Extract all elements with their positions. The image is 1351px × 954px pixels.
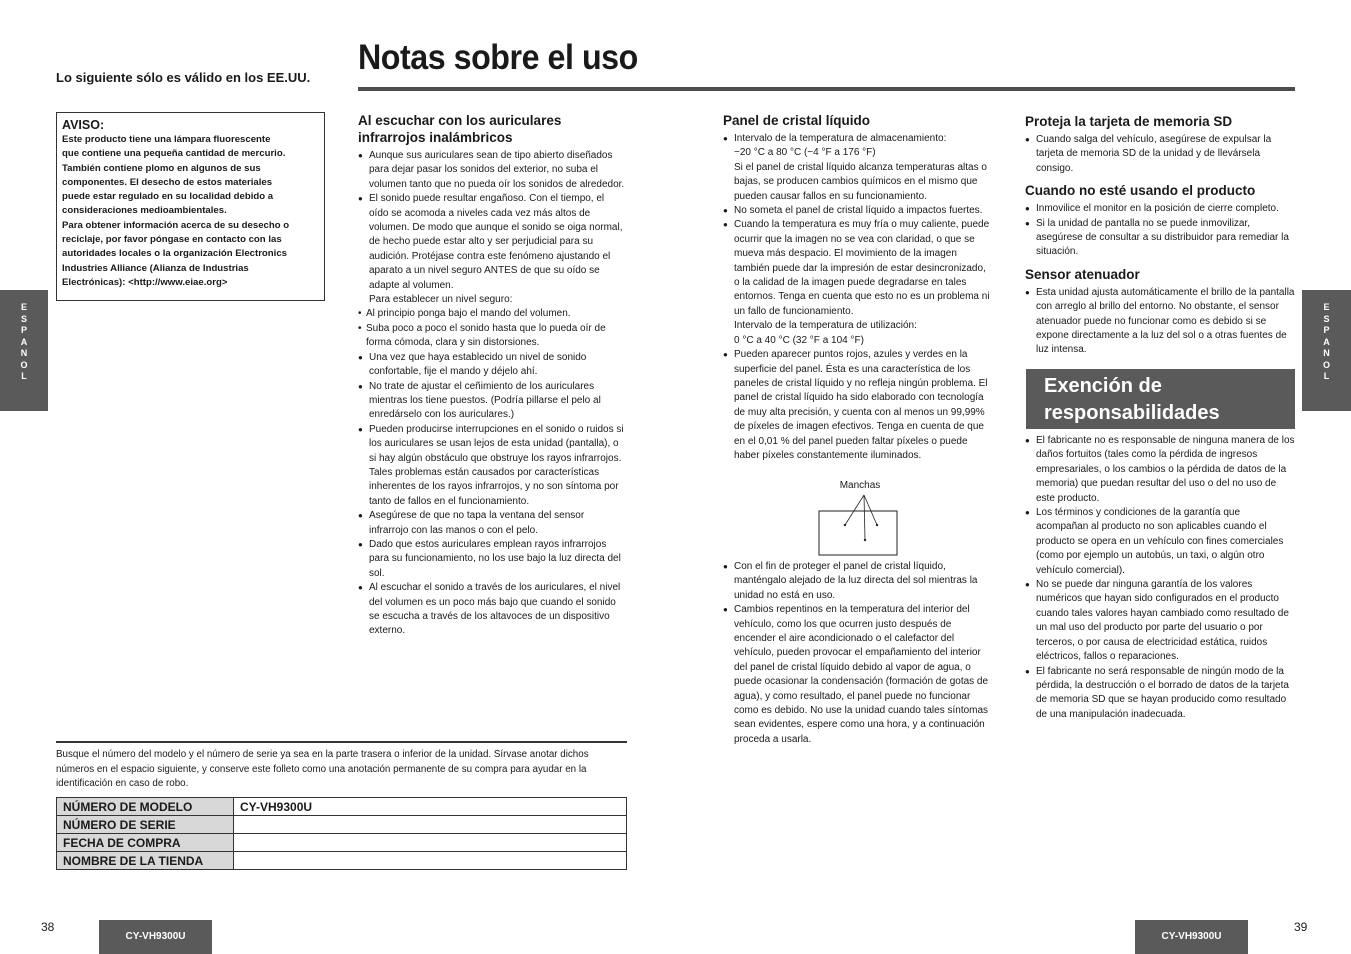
row-value [234,816,627,834]
tab-letter: E [1323,302,1330,312]
page-title: Notas sobre el uso [358,38,638,77]
tab-letter: S [1323,313,1330,324]
headphones-section [358,112,626,639]
list-item: ● Si la unidad de pantalla no se puede inmovilizar, asegúrese de consultar a su distribuidor para remediar la situación. [1025,217,1295,260]
list-item: ● El sonido puede resultar engañoso. Con el tiempo, el oído se acomoda a niveles cada vez más altos de volumen. De modo que aunque el sonido se oiga normal, de hecho puede estar alto y ser perjudicial para su audición. Protéjase contra este fenómeno ajustando el aparato a un nivel seguro ANTES de que su oído se adapte al volumen. [358,192,626,293]
list-item: ● El fabricante no es responsable de ninguna manera de los daños fortuitos (tales como la pérdida de ingresos empresariales, o los cambios o la pérdida de datos de la memoria) que puedan resultar del uso o del no uso de este producto. [1025,434,1295,506]
storage-temp-note: Si el panel de cristal líquido alcanza temperaturas altas o bajas, se producen cambios químicos en el mismo que pueden causar fallos en su funcionamiento. [734,161,987,202]
list-item: ● Asegúrese de que no tapa la ventana del sensor infrarrojo con las manos o con el pelo. [358,509,626,538]
operating-temp-range: 0 °C a 40 °C (32 °F a 104 °F) [734,334,864,346]
spots-diagram [815,480,905,560]
row-value [234,834,627,852]
disclaimer-title-line: Exención de [1044,375,1162,397]
language-tab-left [0,290,48,411]
safe-level-step: • Suba poco a poco el sonido hasta que lo pueda oír de forma cómoda, clara y sin distorsiones. [358,322,626,351]
serial-rule [56,741,627,743]
tab-letter: S [20,313,27,324]
model-badge-left: CY-VH9300U [99,920,212,954]
aviso-line: Industries Alliance (Alianza de Industrias [62,262,249,274]
list-item: ● Cuando salga del vehículo, asegúrese de expulsar la tarjeta de memoria SD de la unidad y de llevársela consigo. [1025,133,1295,176]
unused-heading: Cuando no esté usando el producto [1025,183,1256,199]
tab-letter: L [21,371,27,381]
list-item: ● Inmovilice el monitor en la posición de cierre completo. [1025,202,1295,216]
lcd-panel-illustration [815,480,905,560]
lcd-list-2 [723,560,993,747]
list-item: ● Dado que estos auriculares emplean rayos infrarrojos para su funcionamiento, no los use bajo la luz directa del sol. [358,538,626,581]
model-badge-right: CY-VH9300U [1135,920,1248,954]
list-item: ● Los términos y condiciones de la garantía que acompañan al producto no son aplicables cuando el producto se opera en un vehículo con fines comerciales (como por ejemplo un autobús, un taxi, o algún otro vehículo comercial). [1025,506,1295,578]
aviso-line: puede estar regulado en su localidad debido a [62,191,274,203]
tab-letter: P [20,325,27,335]
disclaimer-heading-box [1026,369,1295,429]
list-item: ● Pueden aparecer puntos rojos, azules y verdes en la superficie del panel. Ésta es una característica de los paneles de cristal líquido y no refleja ningún problema. El panel de cristal líquido ha sido elaborado con tecnología de muy alta precisión, y cuenta con al menos un 99,99% de píxeles de imagen efectivos. Tenga en cuenta de que en el 0,01 % del panel pueden faltar píxeles o puede haber píxeles constantemente iluminados. [723,348,993,463]
disclaimer-list [1025,434,1295,722]
storage-temp-range: −20 °C a 80 °C (−4 °F a 176 °F) [734,147,876,159]
aviso-line: Este producto tiene una lámpara fluorescente [62,134,271,145]
list-item: ● Cambios repentinos en la temperatura del interior del vehículo, como los que ocurren justo después de encender el aire acondicionado o el calefactor del vehículo, pueden provocar el empañamiento del interior del panel de cristal líquido debido al vapor de agua, o puede ocasionar la condensación (formación de gotas de agua), y como resultado, el panel puede no funcionar como es debido. No use la unidad cuando tales síntomas sean evidentes, espere como una hora, y a continuación proceda a usarla. [723,603,993,747]
language-tab-right [1302,290,1351,411]
title-rule [358,87,1295,91]
safe-level-intro: Para establecer un nivel seguro: [369,294,513,306]
row-value: CY-VH9300U [234,798,627,816]
list-item: ● Pueden producirse interrupciones en el sonido o ruidos si los auriculares se usan lejos de esta unidad (pantalla), o si hay algún obstáculo que obstruye los rayos infrarrojos. Tales problemas están causados por características inherentes de los rayos infrarrojos, y no son síntoma por tanto de fallos en el funcionamiento. [358,423,626,509]
table-row [57,852,627,870]
aviso-box [56,112,325,301]
tab-letter: A [20,336,28,347]
headphones-heading: Al escuchar con los auriculares infrarrojos inalámbricos [358,113,562,145]
page-number-right: 39 [1294,920,1308,934]
table-row [57,798,627,816]
list-item [723,218,993,348]
disclaimer-title-line: responsabilidades [1044,402,1220,424]
list-item: ● El fabricante no será responsable de ningún modo de la pérdida, la destrucción o el borrado de datos de la tarjeta de memoria SD que se hayan producido como resultado de una manipulación inadecuada. [1025,665,1295,723]
lcd-section-continued [723,560,993,753]
operating-temp-label: Intervalo de la temperatura de utilización: [734,320,917,332]
tab-letter: L [1323,371,1330,381]
aviso-line: Para obtener información acerca de su desecho o [62,219,290,231]
lcd-list [723,132,993,463]
row-value [234,852,627,870]
tab-letter: N [1323,348,1330,358]
tab-letter: N [20,348,28,358]
diagram-label: Manchas [839,480,881,491]
aviso-line: que contiene una pequeña cantidad de mercurio. [62,148,286,160]
aviso-line: componentes. El desecho de estos materiales [62,176,273,188]
aviso-line: consideraciones medioambientales. [62,205,227,217]
list-item: ● No se puede dar ninguna garantía de los valores numéricos que hayan sido configurados en el producto cuando tales valores hayan cambiado como resultado de un mal uso del producto por parte del usuario o por terceros, o por causa de electricidad estática, ruidos eléctricos, fallos o reparaciones. [1025,578,1295,664]
row-label: NOMBRE DE LA TIENDA [57,852,234,870]
cold-hot-note: ● Cuando la temperatura es muy fría o muy caliente, puede ocurrir que la imagen no se vea con claridad, o que se mueva más despacio. El movimiento de la imagen también puede dar la impresión de estar desincronizado, o la calidad de la imagen puede degradarse en tales entornos. Tenga en cuenta que esto no es un problema ni un fallo de funcionamiento. [734,219,990,317]
safe-level-step: • Al principio ponga bajo el mando del volumen. [358,307,626,321]
list-item: ● Con el fin de proteger el panel de cristal líquido, manténgalo alejado de la luz directa del sol mientras la unidad no está en uso. [723,560,993,603]
table-row [57,816,627,834]
headphones-list [358,149,626,639]
list-item: ● No someta el panel de cristal líquido a impactos fuertes. [723,204,993,218]
table-row [57,834,627,852]
list-item: ● Esta unidad ajusta automáticamente el brillo de la pantalla con arreglo al brillo del entorno. No obstante, el sensor atenuador puede no funcionar como es debido si se expone directamente a la luz del sol o a otras fuentes de luz intensa. [1025,286,1295,358]
list-item [723,132,993,204]
tab-letter: O [1322,359,1330,370]
serial-instructions: Busque el número del modelo y el número de serie ya sea en la parte trasera o inferior de la unidad. Sírvase anotar dichos números en el espacio siguiente, y conserve este folleto como una anotación permanente de su compra para ayudar en la identificación en caso de robo. [56,749,589,789]
row-label: FECHA DE COMPRA [57,834,234,852]
tab-letter: E [20,302,27,312]
registration-table [56,797,627,870]
disclaimer-section [1025,434,1295,728]
usa-notice: Lo siguiente sólo es válido en los EE.UU. [56,70,311,85]
aviso-heading: AVISO: [62,118,105,132]
sd-list [1025,133,1295,176]
tab-letter: P [1323,325,1330,335]
tab-letter: O [20,359,28,370]
row-label: NÚMERO DE SERIE [57,816,234,834]
aviso-line: Electrónicas): <http://www.eiae.org> [62,276,228,288]
tab-letter: A [1323,336,1330,347]
page-number-left: 38 [41,920,55,934]
aviso-line: reciclaje, por favor póngase en contacto con las [62,234,282,246]
list-item: ● No trate de ajustar el ceñimiento de los auriculares mientras los tiene puestos. (Podría pillarse el pelo al enredárselo con los auriculares.) [358,380,626,423]
sd-heading: Proteja la tarjeta de memoria SD [1025,114,1233,129]
aviso-line: También contiene plomo en algunos de sus [62,162,261,174]
list-item: ● Al escuchar el sonido a través de los auriculares, el nivel del volumen es un poco más bajo que cuando el sonido se escucha a través de los altavoces de un dispositivo externo. [358,581,626,639]
storage-temp-label: ● Intervalo de la temperatura de almacenamiento: [734,133,947,144]
sensor-list [1025,286,1295,358]
unused-list [1025,202,1295,260]
lcd-heading: Panel de cristal líquido [723,113,871,128]
sensor-heading: Sensor atenuador [1025,266,1140,282]
list-item: ● Aunque sus auriculares sean de tipo abierto diseñados para dejar pasar los sonidos del exterior, no suba el volumen tanto que no pueda oír los sonidos de alrededor. [358,149,626,192]
list-item: ● Una vez que haya establecido un nivel de sonido confortable, fije el mando y déjelo ahí. [358,351,626,380]
row-label: NÚMERO DE MODELO [57,798,234,816]
sd-section [1025,113,1295,364]
lcd-section [723,112,993,463]
aviso-line: autoridades locales o la organización Electronics [62,248,287,260]
